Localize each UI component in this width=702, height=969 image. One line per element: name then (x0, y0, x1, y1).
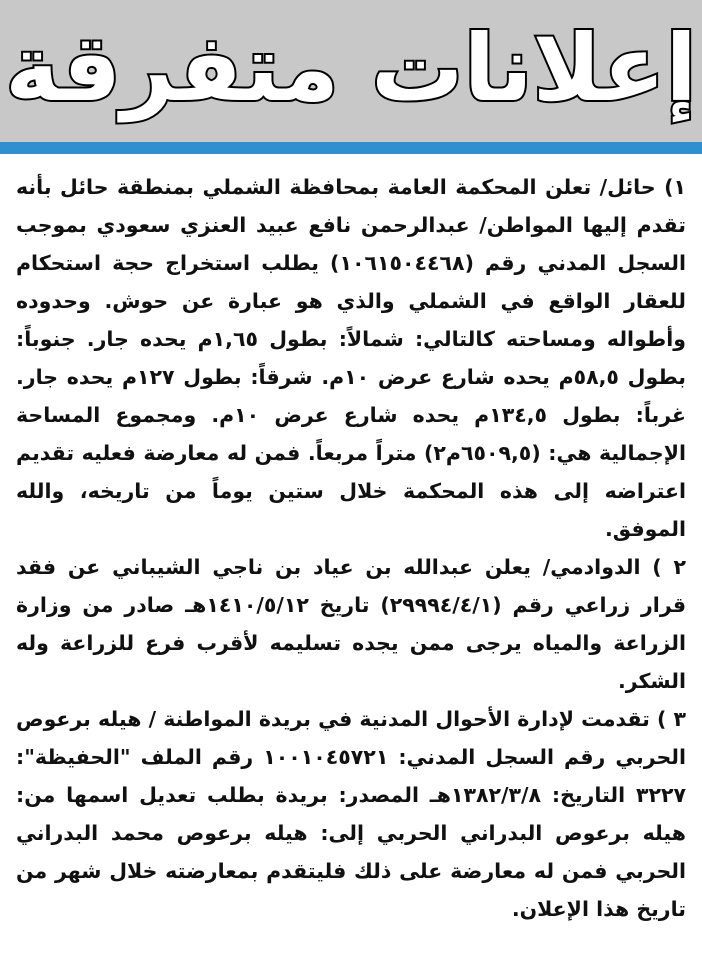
page-header (0, 0, 702, 142)
notices-list (0, 154, 702, 928)
notice-2: ٢ ) الدوادمي/ يعلن عبدالله بن عياد بن ناجي الشيباني عن فقد قرار زراعي رقم (٢٩٩٩٤/٤/١) تاريخ ١٤١٠/٥/١٢هـ صادر من وزارة الزراعة والمياه يرجى ممن يجده تسليمه لأقرب فرع للزراعة وله الشكر. (16, 555, 687, 693)
notice-3: ٣ ) تقدمت لإدارة الأحوال المدنية في بريدة المواطنة / هيله برعوص الحربي رقم السجل المدني: ١٠٠١٠٤٥٧٢١ رقم الملف "الحفيظة": ٣٢٢٧ التاريخ: ١٣٨٢/٣/٨هـ المصدر: بريدة بطلب تعديل اسمها من: هيله برعوص البدراني الحربي إلى: هيله برعوص محمد البدراني الحربي فمن له معارضة على ذلك فليتقدم بمعارضته خلال شهر من تاريخ هذا الإعلان. (16, 707, 687, 921)
notice-1: ١) حائل/ تعلن المحكمة العامة بمحافظة الشملي بمنطقة حائل بأنه تقدم إليها المواطن/ عبدالرحمن نافع عبيد العنزي سعودي بموجب السجل المدني رقم (١٠٦١٥٠٤٤٦٨) يطلب استخراج حجة استحكام للعقار الواقع في الشملي والذي هو عبارة عن حوش. وحدوده وأطواله ومساحته كالتالي: شمالاً: بطول ١,٦٥م يحده جار. جنوباً: بطول ٥٨,٥م يحده شارع عرض ١٠م. شرقاً: بطول ١٢٧م يحده جار. غرباً: بطول ١٣٤,٥م يحده شارع عرض ١٠م. ومجموع المساحة الإجمالية هي: (٦٥٠٩,٥م٢) متراً مربعاً. فمن له معارضة فعليه تقديم اعتراضه إلى هذه المحكمة خلال ستين يوماً من تاريخه، والله الموفق. (16, 175, 687, 541)
page-title: إعلانات متفرقة (5, 15, 697, 122)
header-divider (0, 142, 702, 154)
